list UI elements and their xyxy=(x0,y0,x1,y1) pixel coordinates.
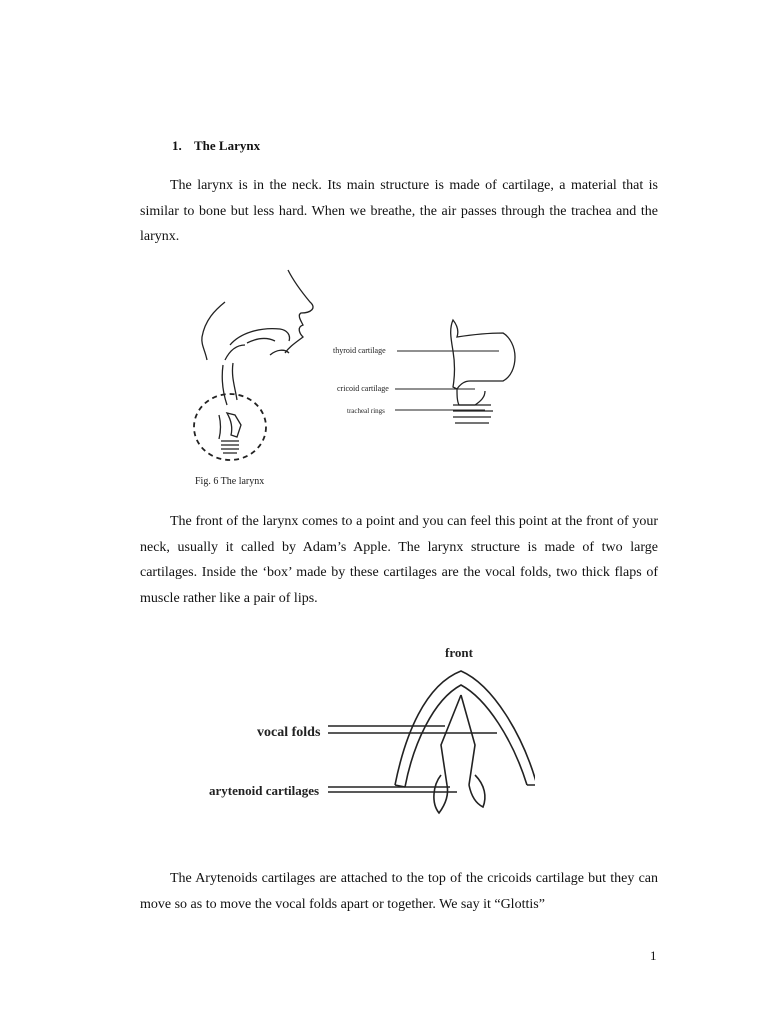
paragraph-2: The front of the larynx comes to a point and you can feel this point at the front of your neck, usually it called by Adam’s Apple. The larynx structure is made of two large cartilages. Inside the ‘box’ made by these cartilages are the vocal folds, two thick flaps of muscle rather like a pair of lips. xyxy=(140,514,658,606)
paragraph-3: The Arytenoids cartilages are attached to the top of the cricoids cartilage but they can move so as to move the vocal folds apart or together. We say it “Glottis” xyxy=(140,871,658,912)
tracheal-rings-label: tracheal rings xyxy=(347,407,385,415)
page-number: 1 xyxy=(650,948,657,963)
arytenoid-cartilages-label: arytenoid cartilages xyxy=(209,783,320,798)
cartilage-drawing xyxy=(451,320,515,423)
cricoid-cartilage-label: cricoid cartilage xyxy=(337,384,389,393)
section-number: 1. xyxy=(172,138,182,153)
section-title: The Larynx xyxy=(194,138,261,153)
head-profile-drawing xyxy=(202,270,313,453)
front-label: front xyxy=(445,645,473,660)
figure-caption: Fig. 6 The larynx xyxy=(195,476,265,487)
thyroid-cartilage-label: thyroid cartilage xyxy=(333,346,386,355)
vocal-folds-figure xyxy=(195,635,535,840)
paragraph-1: The larynx is in the neck. Its main structure is made of cartilage, a material that is similar to bone but less hard. When we breathe, the air passes through the trachea and the larynx. xyxy=(140,178,658,244)
larynx-highlight-circle xyxy=(194,394,266,460)
larynx-figure xyxy=(185,265,545,490)
section-heading xyxy=(172,138,260,154)
vocal-folds-label: vocal folds xyxy=(257,725,321,740)
